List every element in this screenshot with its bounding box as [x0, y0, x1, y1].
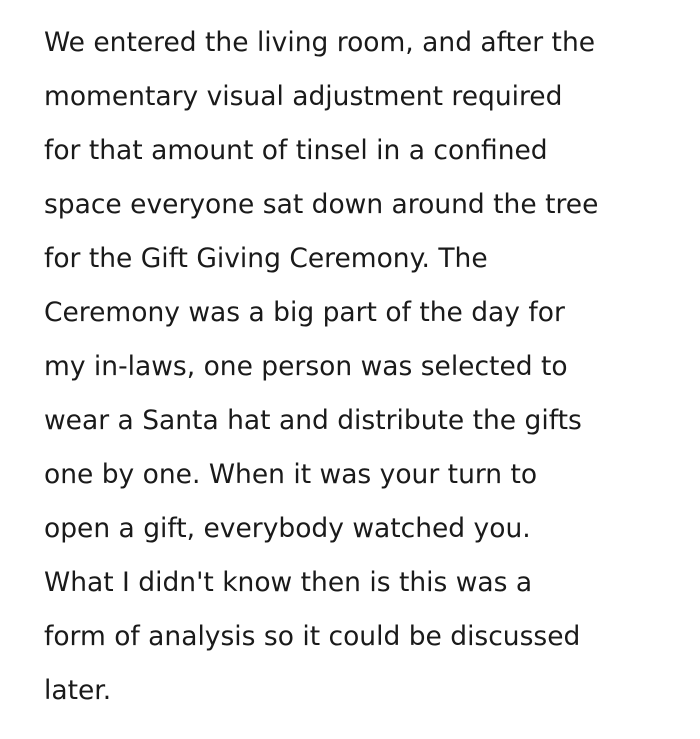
text-line: momentary visual adjustment required: [44, 81, 563, 112]
text-line: Ceremony was a big part of the day for: [44, 297, 565, 328]
text-line: later.: [44, 675, 112, 706]
text-line: form of analysis so it could be discussed: [44, 621, 581, 652]
story-paragraph: [44, 16, 598, 718]
text-line: one by one. When it was your turn to: [44, 459, 538, 490]
text-line: for that amount of tinsel in a confined: [44, 135, 548, 166]
text-line: space everyone sat down around the tree: [44, 189, 599, 220]
text-line: my in-laws, one person was selected to: [44, 351, 568, 382]
text-line: What I didn't know then is this was a: [44, 567, 533, 598]
text-line: open a gift, everybody watched you.: [44, 513, 531, 544]
text-line: wear a Santa hat and distribute the gifts: [44, 405, 582, 436]
text-line: We entered the living room, and after the: [44, 27, 596, 58]
text-line: for the Gift Giving Ceremony. The: [44, 243, 488, 274]
